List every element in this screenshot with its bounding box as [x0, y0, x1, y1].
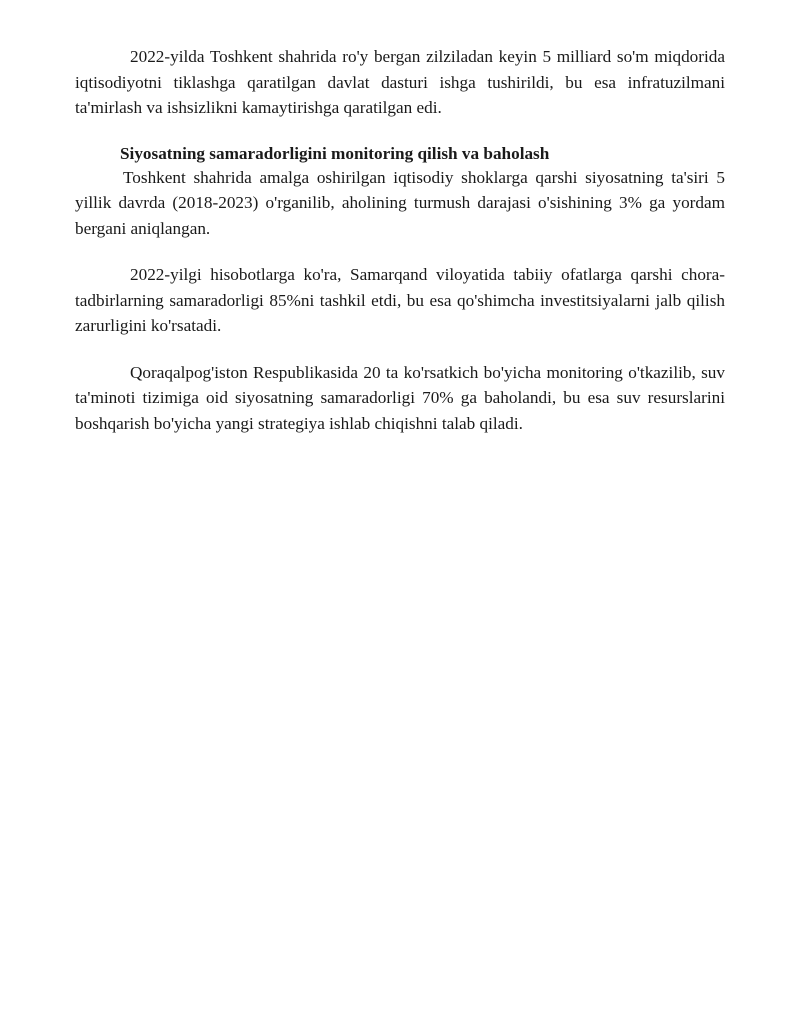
paragraph-samarkand-report: 2022-yilgi hisobotlarga ko'ra, Samarqand viloyatida tabiiy ofatlarga qarshi chora-tadbirlarning samaradorligi 85%ni tashkil etdi, bu esa qo'shimcha investitsiyalarni jalb qilish zarurligini ko'rsatadi. [75, 265, 725, 335]
section-heading: Siyosatning samaradorligini monitoring qilish va baholash [120, 143, 550, 163]
document-page [75, 44, 725, 436]
paragraph-karakalpakstan-monitoring: Qoraqalpog'iston Respublikasida 20 ta ko'rsatkich bo'yicha monitoring o'tkazilib, suv ta'minoti tizimiga oid siyosatning samaradorligi 70% ga baholandi, bu esa suv resurslarini boshqarish bo'yicha yangi strategiya ishlab chiqishni talab qiladi. [75, 362, 725, 433]
paragraph-earthquake-program: 2022-yilda Toshkent shahrida ro'y bergan zilziladan keyin 5 milliard so'm miqdorida iqtisodiyotni tiklashga qaratilgan davlat dasturi ishga tushirildi, bu esa infratuzilmani ta'mirlash va ishsizlikni kamaytirishga qaratilgan edi. [75, 47, 725, 117]
paragraph-tashkent-policy-impact: Toshkent shahrida amalga oshirilgan iqtisodiy shoklarga qarshi siyosatning ta'siri 5 yillik davrda (2018-2023) o'rganilib, aholining turmush darajasi o'sishining 3% ga yordam bergani aniqlangan. [75, 167, 725, 238]
